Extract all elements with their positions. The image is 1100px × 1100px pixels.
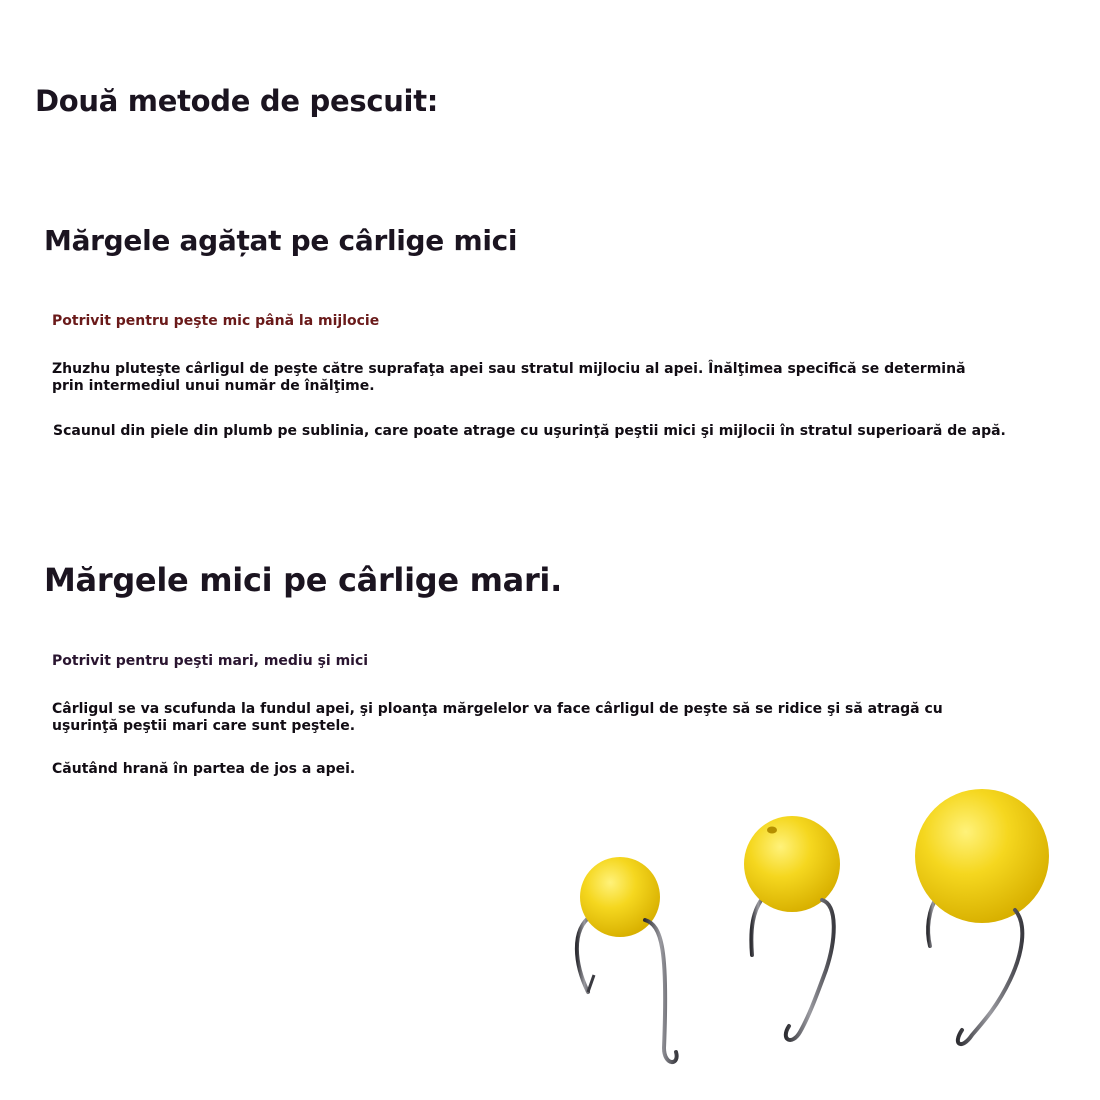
section-paragraph: Scaunul din piele din plumb pe sublinia, care poate atrage cu uşurinţă peştii mici şi mijlocii în stratul superioară de apă.: [53, 423, 1006, 439]
hook-shank: [786, 900, 834, 1040]
hook-barb: [751, 895, 765, 955]
bead-hooks-illustration: [550, 780, 1070, 1090]
section-title: Mărgele mici pe cârlige mari.: [44, 561, 562, 599]
yellow-bead: [915, 789, 1049, 923]
hook-shank: [958, 910, 1022, 1044]
section-paragraph: Căutând hrană în partea de jos a apei.: [52, 761, 356, 777]
hook-barb: [577, 915, 592, 992]
section-subheading: Potrivit pentru peşti mari, mediu şi mici: [52, 653, 369, 669]
section-paragraph: Cârligul se va scufunda la fundul apei, şi ploanţa mărgelelor va face cârligul de peşte să se ridice şi să atragă cu uşurinţă peştii mari care sunt peştele.: [52, 701, 943, 734]
bead-hole: [767, 827, 777, 834]
section-title: Mărgele agățat pe cârlige mici: [44, 224, 518, 257]
large-bead-hook: [915, 789, 1049, 1044]
small-bead-hook: [577, 857, 677, 1062]
yellow-bead: [744, 816, 840, 912]
section-paragraph: Zhuzhu pluteşte cârligul de peşte către suprafaţa apei sau stratul mijlociu al apei. Înălţimea specifică se determină prin intermediul unui număr de înălţime.: [52, 361, 966, 394]
medium-bead-hook: [744, 816, 840, 1040]
page-title: Două metode de pescuit:: [35, 84, 439, 118]
hook-shank: [645, 920, 677, 1062]
section-subheading: Potrivit pentru peşte mic până la mijlocie: [52, 313, 380, 329]
yellow-bead: [580, 857, 660, 937]
hook-point: [588, 975, 594, 992]
